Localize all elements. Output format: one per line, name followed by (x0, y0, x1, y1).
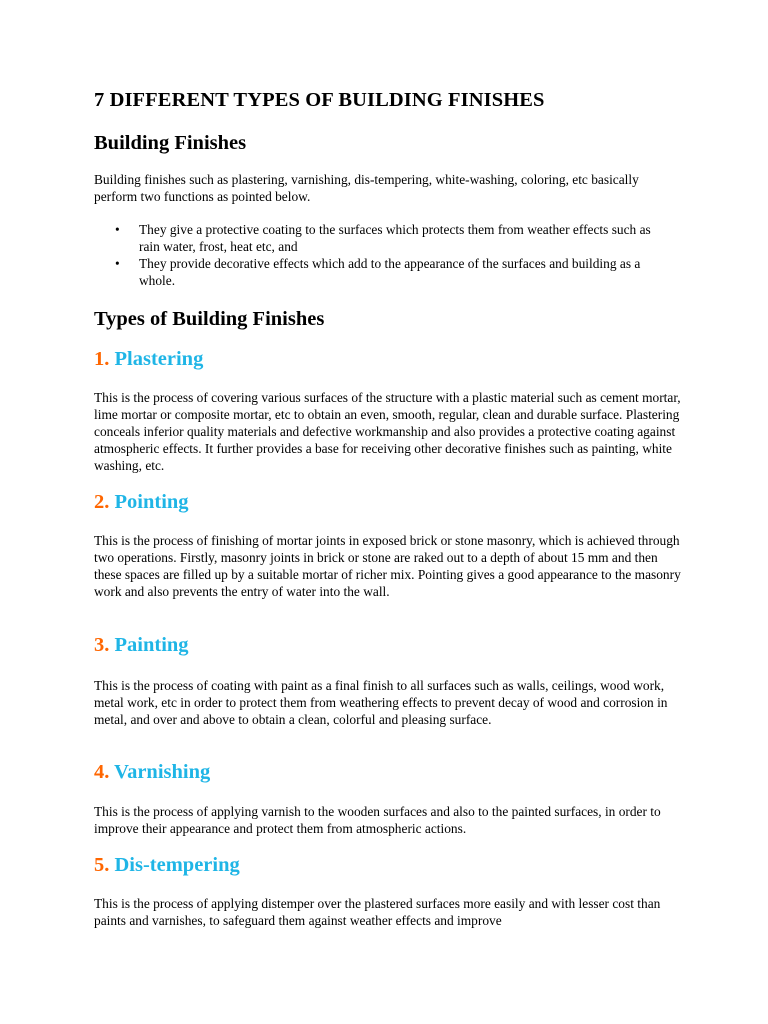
section-title: Dis-tempering (114, 854, 240, 876)
bullet-dot-icon: • (115, 222, 120, 237)
section-heading-plastering (94, 348, 203, 371)
section-paragraph-plastering: This is the process of covering various surfaces of the structure with a plastic material such as cement mortar, lime mortar or composite mortar, etc to obtain an even, smooth, regular, clean and durable surface. Plastering conceals inferior quality materials and defective workmanship and also provides a protective coating against atmospheric effects. It further provides a base for receiving other decorative finishes such as painting, white washing, etc. (94, 390, 681, 473)
section-heading-painting (94, 634, 189, 657)
section-paragraph-pointing: This is the process of finishing of mortar joints in exposed brick or stone masonry, which is achieved through two operations. Firstly, masonry joints in brick or stone are raked out to a depth of about 15 mm and then these spaces are filled up by a suitable mortar of richer mix. Pointing gives a good appearance to the masonry work and also prevents the entry of water into the wall. (94, 533, 681, 599)
section-number: 2. (94, 491, 110, 513)
section-title: Varnishing (114, 761, 211, 783)
intro-paragraph: Building finishes such as plastering, varnishing, dis-tempering, white-washing, coloring, etc basically perform two functions as pointed below. (94, 172, 639, 204)
section-paragraph-varnishing: This is the process of applying varnish to the wooden surfaces and also to the painted surfaces, in order to improve their appearance and protect them from atmospheric actions. (94, 804, 661, 836)
section-heading-dis-tempering (94, 854, 240, 877)
section-title: Painting (114, 634, 189, 656)
section-number: 3. (94, 634, 110, 656)
types-heading: Types of Building Finishes (94, 308, 325, 330)
section-heading-pointing (94, 491, 189, 514)
section-paragraph-dis-tempering: This is the process of applying distemper over the plastered surfaces more easily and with lesser cost than paints and varnishes, to safeguard them against weather effects and improve (94, 896, 661, 928)
list-item (94, 221, 654, 255)
bullet-text: They give a protective coating to the surfaces which protects them from weather effects such as rain water, frost, heat etc, and (139, 222, 651, 254)
section-paragraph-painting: This is the process of coating with paint as a final finish to all surfaces such as walls, ceilings, wood work, metal work, etc in order to protect them from weathering effects to prevent decay of wood and corrosion in metal, and over and above to obtain a clean, colorful and pleasing surface. (94, 678, 668, 727)
section-number: 1. (94, 348, 110, 370)
bullet-text: They provide decorative effects which add to the appearance of the surfaces and building as a whole. (139, 256, 641, 288)
section-number: 4. (94, 761, 110, 783)
list-item (94, 255, 654, 289)
bullet-dot-icon: • (115, 256, 120, 271)
section-title: Plastering (114, 348, 204, 370)
section-title: Pointing (114, 491, 189, 513)
subtitle-building-finishes: Building Finishes (94, 132, 247, 154)
section-number: 5. (94, 854, 110, 876)
section-heading-varnishing (94, 761, 210, 784)
page-title: 7 DIFFERENT TYPES OF BUILDING FINISHES (94, 89, 545, 111)
functions-list (94, 221, 654, 289)
